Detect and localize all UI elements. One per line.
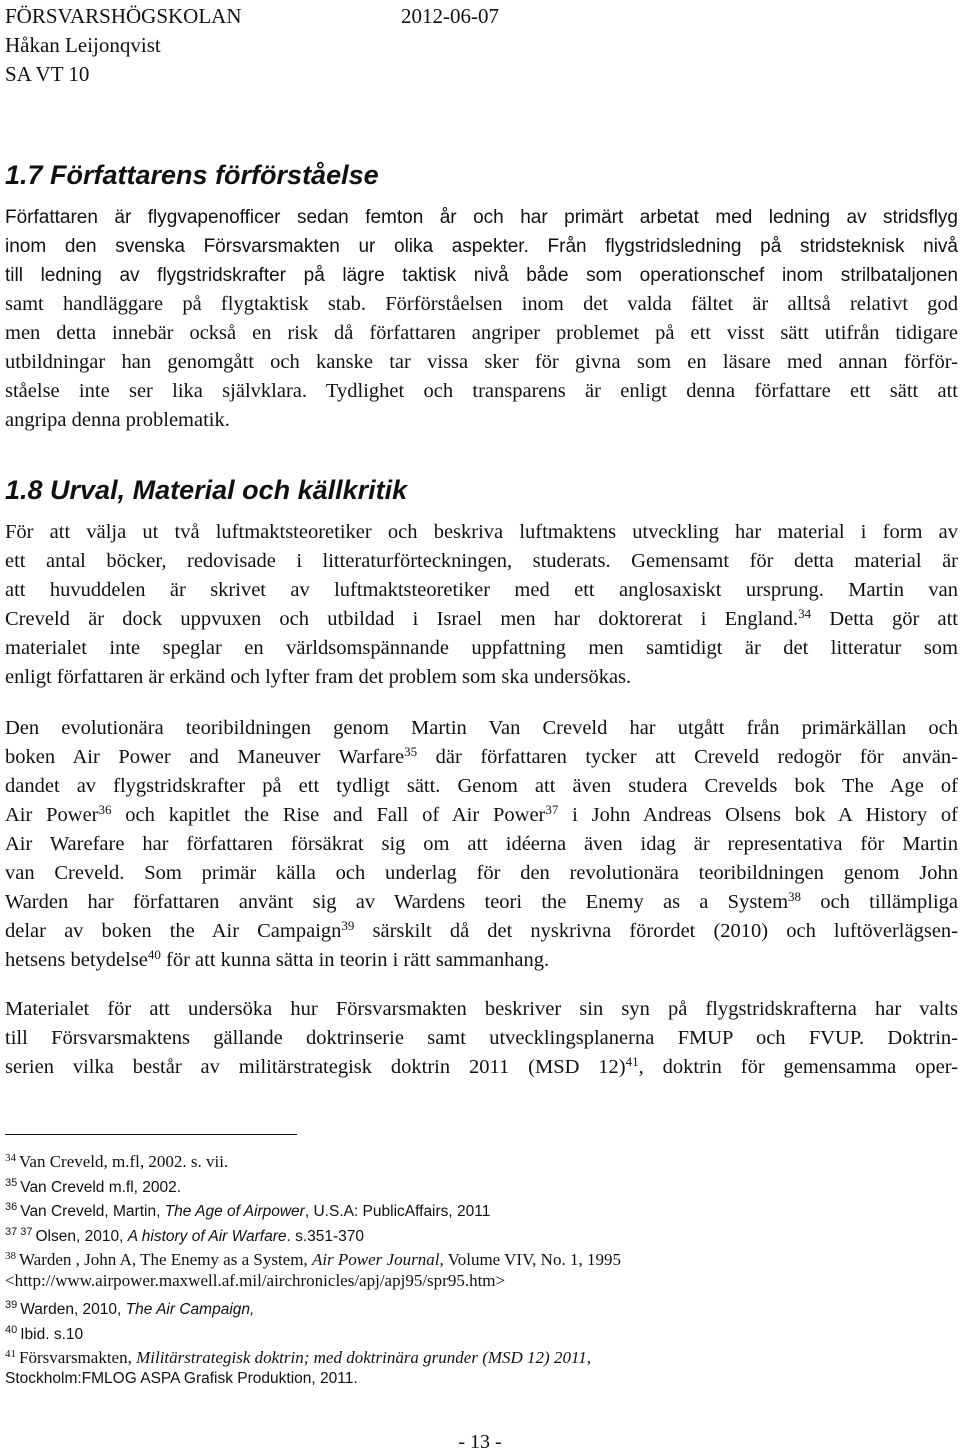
paragraph-line [5,888,958,917]
paragraph-line [5,203,958,232]
line-text: Materialet för att undersöka hur Försvarsmakten beskriver sin syn på flygstridskrafterna har valts [5,998,958,1020]
footnote-text: Van Creveld m.fl, 2002. [20,1178,182,1196]
paragraph-line [5,290,958,319]
paragraph-line [5,1053,958,1082]
footnote-ref-41: 41 [625,1054,639,1069]
paragraph-line [5,801,958,830]
line-text: dandet av flygstridskrafter på ett tydligt sätt. Genom att även studera Crevelds bok The Age of [5,775,958,797]
line-text: boken Air Power and Maneuver Warfare [5,746,405,768]
line-text: ståelse inte ser lika självklara. Tydlighet och transparens är enligt denna författare ett sätt att [5,380,958,402]
paragraph-line [5,547,958,576]
footnote-text: , [586,1348,591,1367]
paragraph-line [5,319,958,348]
paragraph-evolutionara [5,714,958,975]
footnote-ref-37: 37 [545,802,559,817]
paragraph-line [5,830,958,859]
line-text: Warden har författaren använt sig av Wardens teori the Enemy as a System [5,891,789,913]
line-text: angripa denna problematik. [5,409,230,431]
footnote-text: . s.351-370 [286,1227,365,1245]
footnote-ref-40: 40 [147,947,161,962]
paragraph-line [5,576,958,605]
line-text: Författaren är flygvapenofficer sedan femton år och har primärt arbetat med ledning av stridsflyg [5,207,958,228]
footnote-39 [5,1293,958,1318]
footnote-number: 34 [5,1152,16,1164]
paragraph-materialet [5,995,958,1082]
footnote-41 [5,1342,958,1367]
paragraph-line [5,605,958,634]
footnote-number: 41 [5,1348,16,1360]
paragraph-line [5,946,958,975]
section-heading-1-7: 1.7 Författarens förförståelse [5,160,379,190]
line-text: , doktrin för gemensamma oper- [638,1056,958,1078]
paragraph-urval [5,518,958,692]
line-text: serien vilka består av militärstrategisk doktrin 2011 (MSD 12) [5,1056,626,1078]
footnote-35 [5,1171,958,1196]
line-text: van Creveld. Som primär källa och underlag för den revolutionära teoribildningen genom John [5,862,958,884]
line-text: Detta gör att [811,608,959,630]
paragraph-line [5,232,958,261]
line-text: till Försvarsmaktens gällande doktrinserie samt utvecklingsplanerna FMUP och FVUP. Doktrin- [5,1027,958,1049]
footnote-text: , Volume VIV, No. 1, 1995 [439,1250,621,1269]
footnote-37 [5,1220,958,1245]
line-text: att huvuddelen är skrivet av luftmaktsteoretiker med ett anglosaxiskt ursprung. Martin van [5,579,958,601]
paragraph-line [5,518,958,547]
footnote-ref-39: 39 [341,918,355,933]
line-text: särskilt då det nyskrivna förordet (2010) och luftöverlägsen- [354,920,959,942]
footnote-text: Warden , John A, The Enemy as a System, [19,1250,312,1269]
footnote-34 [5,1146,958,1171]
footnote-title: The Air Campaign, [125,1301,255,1318]
paragraph-line [5,261,958,290]
footnote-text: Ibid. s.10 [20,1325,84,1343]
line-text: till ledning av flygstridskrafter på lägre taktisk nivå både som operationschef inom strilbataljonen [5,265,958,286]
header-date: 2012-06-07 [401,4,499,28]
line-text: Creveld är dock uppvuxen och utbildad i Israel men har doktorerat i England. [5,608,799,630]
footnote-number: 39 [5,1299,18,1311]
paragraph-line [5,743,958,772]
footnote-36 [5,1195,958,1220]
header-institution: FÖRSVARSHÖGSKOLAN [5,4,242,28]
paragraph-line [5,859,958,888]
footnote-ref-35: 35 [404,744,418,759]
footnote-ref-38: 38 [788,889,802,904]
line-text: för att kunna sätta in teorin i rätt sammanhang. [160,949,550,971]
footnote-title: Air Power Journal [311,1250,440,1269]
footnote-41-continued: Stockholm:FMLOG ASPA Grafisk Produktion, 2011. [5,1369,358,1387]
footnote-number: 37 [5,1225,18,1238]
footnote-title: Militärstrategisk doktrin; med doktrinära grunder (MSD 12) 2011 [136,1348,587,1367]
line-text: i John Andreas Olsens bok A History of [558,804,958,826]
footnote-title: The Age of Airpower [164,1203,305,1220]
footnote-ref-36: 36 [98,802,112,817]
line-text: och tillämpliga [801,891,958,913]
footnote-text: Olsen, 2010, [35,1227,128,1245]
paragraph-line [5,917,958,946]
line-text: delar av boken the Air Campaign [5,920,342,942]
paragraph-line [5,995,958,1024]
paragraph-line [5,714,958,743]
paragraph-line [5,634,958,663]
footnote-text: Warden, 2010, [20,1301,126,1318]
paragraph-line [5,772,958,801]
line-text: där författaren tycker att Creveld redogör för använ- [417,746,958,768]
paragraph-line [5,348,958,377]
line-text: samt handläggare på flygtaktisk stab. Förförståelsen inom det valda fältet är alltså relativt god [5,293,958,315]
line-text: materialet inte speglar en världsomspännande uppfattning men samtidigt är det litteratur som [5,637,958,659]
section-heading-1-8: 1.8 Urval, Material och källkritik [5,475,408,505]
footnote-number: 35 [5,1176,18,1189]
line-text: hetsens betydelse [5,949,148,971]
line-text: Air Power [5,804,99,826]
footnote-separator [5,1134,297,1135]
footnote-number: 36 [5,1201,18,1213]
paragraph-line [5,406,958,435]
line-text: men detta innebär också en risk då författaren angriper problemet på ett visst sätt utifrån tidigare [5,322,958,344]
footnote-38 [5,1244,958,1269]
footnote-title: A history of Air Warfare [127,1227,287,1245]
header-author: Håkan Leijonqvist [5,33,161,57]
line-text: inom den svenska Försvarsmakten ur olika aspekter. Från flygstridsledning på stridsteknisk nivå [5,236,958,257]
paragraph-forforstaelse [5,203,958,435]
footnote-text: Van Creveld, m.fl, 2002. s. vii. [19,1152,229,1171]
paragraph-line [5,663,958,692]
footnote-ref-34: 34 [798,606,812,621]
footnote-text: Van Creveld, Martin, [20,1203,165,1220]
footnote-number: 40 [5,1323,18,1336]
line-text: ett antal böcker, redovisade i litteraturförteckningen, studerats. Gemensamt för detta material är [5,550,958,572]
line-text: Air Warefare har författaren försäkrat sig om att idéerna även idag är representativa för Martin [5,833,958,855]
footnote-38-url: <http://www.airpower.maxwell.af.mil/airchronicles/apj/apj95/spr95.htm> [5,1270,506,1290]
paragraph-line [5,377,958,406]
footnote-40 [5,1318,958,1343]
footnotes [5,1146,958,1391]
line-text: enligt författaren är erkänd och lyfter fram det problem som ska undersökas. [5,666,632,688]
paragraph-line [5,1024,958,1053]
footnote-number: 37 [20,1225,33,1238]
footnote-number: 38 [5,1250,16,1262]
footnote-text: Försvarsmakten, [19,1348,137,1367]
line-text: utbildningar han genomgått och kanske tar vissa sker för givna som en läsare med annan förför- [5,351,958,373]
line-text: och kapitlet the Rise and Fall of Air Power [111,804,546,826]
header-course: SA VT 10 [5,62,90,86]
page-header [5,2,499,89]
footnote-text: , U.S.A: PublicAffairs, 2011 [304,1203,491,1220]
line-text: Den evolutionära teoribildningen genom Martin Van Creveld har utgått från primärkällan och [5,717,958,739]
page-number: - 13 - [458,1431,502,1453]
line-text: För att välja ut två luftmaktsteoretiker och beskriva luftmaktens utveckling har material i form av [5,521,958,543]
